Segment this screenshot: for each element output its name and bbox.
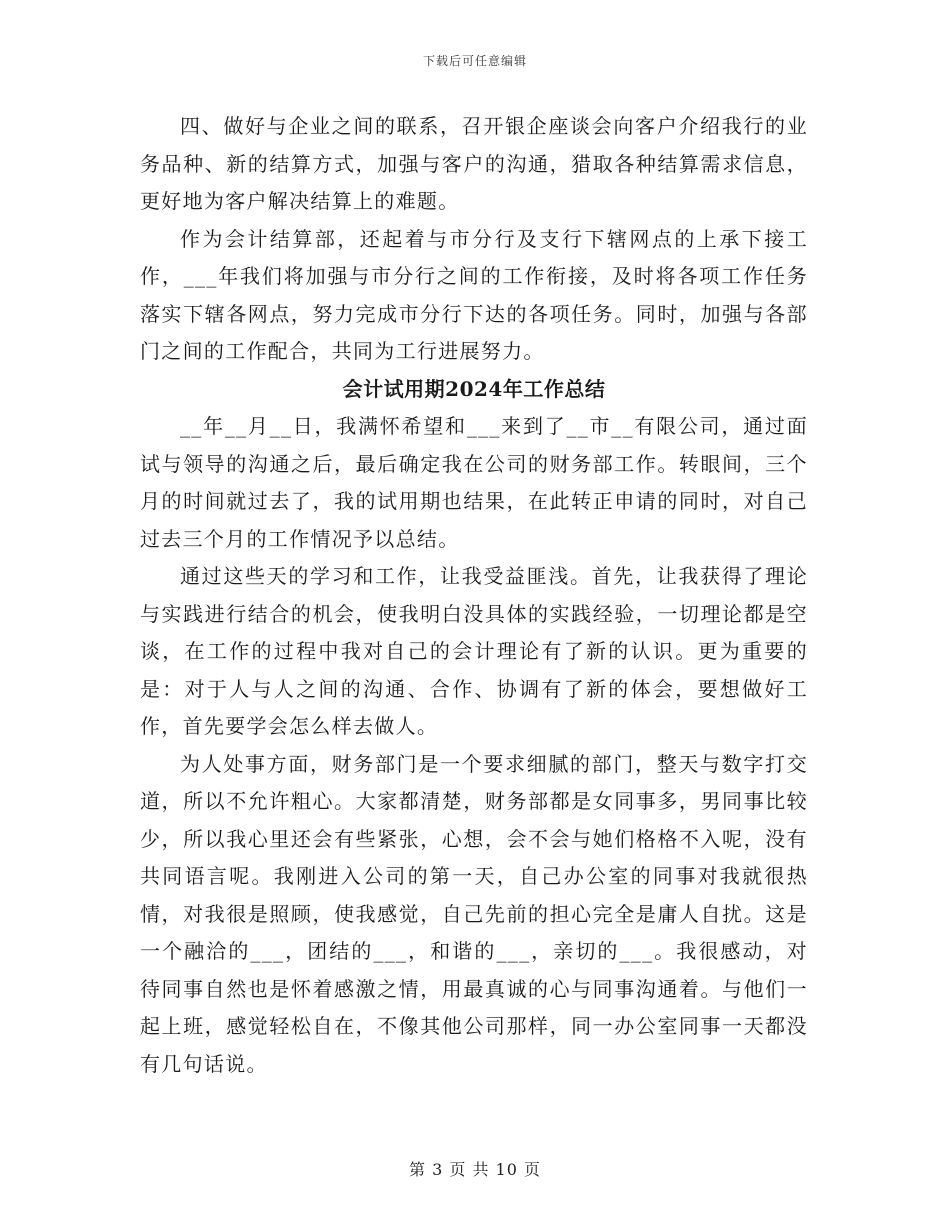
document-body — [140, 108, 808, 1083]
paragraph-liaison: 四、做好与企业之间的联系，召开银企座谈会向客户介绍我行的业务品种、新的结算方式，加强与客户的沟通，猎取各种结算需求信息，更好地为客户解决结算上的难题。 — [140, 114, 808, 213]
paragraph-colleagues: 为人处事方面，财务部门是一个要求细腻的部门，整天与数字打交道，所以不允许粗心。大家都清楚，财务部都是女同事多，男同事比较少，所以我心里还会有些紧张，心想，会不会与她们格格不入呢，没有共同语言呢。我刚进入公司的第一天，自己办公室的同事对我就很热情，对我很是照顾，使我感觉，自己先前的担心完全是庸人自扰。这是一个融洽的___，团结的___，和谐的___，亲切的___。我很感动，对待同事自然也是怀着感激之情，用最真诚的心与同事沟通着。与他们一起上班，感觉轻松自在，不像其他公司那样，同一办公室同事一天都没有几句话说。 — [140, 751, 808, 1076]
paragraph-intro: __年__月__日，我满怀希望和___来到了__市__有限公司，通过面试与领导的沟通之后，最后确定我在公司的财务部工作。转眼间，三个月的时间就过去了，我的试用期也结果，在此转正申请的同时，对自己过去三个月的工作情况予以总结。 — [140, 414, 808, 551]
section-title: 会计试用期2024年工作总结 — [342, 376, 606, 401]
paragraph-learning: 通过这些天的学习和工作，让我受益匪浅。首先，让我获得了理论与实践进行结合的机会，使我明白没具体的实践经验，一切理论都是空谈，在工作的过程中我对自己的会计理论有了新的认识。更为重要的是：对于人与人之间的沟通、合作、协调有了新的体会，要想做好工作，首先要学会怎么样去做人。 — [140, 564, 808, 738]
paragraph-settlement-dept: 作为会计结算部，还起着与市分行及支行下辖网点的上承下接工作，___年我们将加强与市分行之间的工作衔接，及时将各项工作任务落实下辖各网点，努力完成市分行下达的各项任务。同时，加强与各部门之间的工作配合，共同为工行进展努力。 — [140, 226, 808, 363]
page-footer: 第 3 页 共 10 页 — [409, 1160, 541, 1179]
page-header: 下载后可任意编辑 — [422, 54, 527, 68]
